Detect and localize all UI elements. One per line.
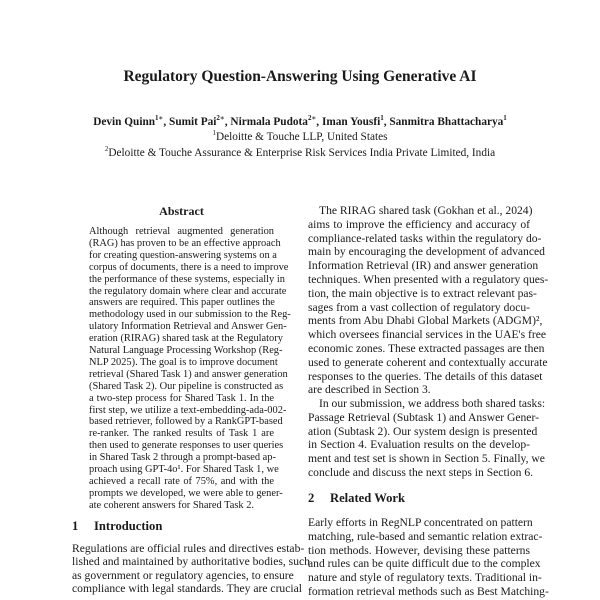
- author-name: Sumit Pai: [169, 115, 217, 128]
- text-line: used to generate coherent and contextually accurate: [308, 355, 548, 369]
- text-line: Although retrieval augmented generation: [89, 226, 274, 237]
- text-line: matching, rule-based and semantic relation extrac-: [308, 529, 543, 543]
- text-line: retrieval (Shared Task 1) and answer generation: [89, 368, 288, 380]
- affiliation-1: [0, 129, 600, 143]
- text-line: economic zones. These extracted passages are then: [308, 342, 545, 355]
- text-line: prompts we developed, we were able to gener-: [89, 487, 283, 499]
- section-number: 1: [72, 519, 79, 533]
- text-line: Early efforts in RegNLP concentrated on pattern: [308, 516, 533, 529]
- affiliation-marker: 1: [212, 129, 216, 137]
- abstract-heading: Abstract: [159, 204, 204, 218]
- text-line: as government or regulatory agencies, to ensure: [72, 568, 294, 582]
- text-line: in Section 4. Evaluation results on the develop-: [308, 438, 530, 452]
- text-line: methodology used in our submission to the Reg-: [89, 309, 291, 321]
- author-name: Nirmala Pudota: [230, 115, 308, 128]
- text-line: lished and maintained by authoritative bodies, such: [72, 555, 310, 569]
- text-line: a two-step process for Shared Task 1. In the: [89, 392, 274, 404]
- text-line: compliance with legal standards. They are crucial: [72, 582, 302, 596]
- text-line: Information Retrieval (IR) and answer generation: [308, 259, 539, 273]
- text-line: responses to the queries. The details of this dataset: [308, 369, 543, 383]
- author-affiliation-marker: 2∗: [216, 114, 225, 122]
- section-heading-introduction: [72, 519, 162, 534]
- text-line: the performance of these systems, especially in: [89, 273, 285, 285]
- author-affiliation-marker: 1: [380, 114, 384, 122]
- text-line: and rules can be quite difficult due to the complex: [308, 557, 541, 571]
- author-affiliation-marker: 2∗: [307, 114, 317, 122]
- text-line: aims to improve the efficiency and accuracy of: [308, 217, 530, 231]
- author-affiliation-marker: 1: [503, 114, 507, 122]
- text-line: for creating question-answering systems on a: [89, 249, 277, 261]
- text-line: re-ranker. The ranked results of Task 1 are: [89, 428, 274, 440]
- text-line: achieved a recall rate of 75%, and with the: [89, 475, 274, 487]
- text-line: the regulatory domain where clear and accurate: [89, 285, 287, 297]
- affiliation-marker: 2: [104, 145, 109, 153]
- text-line: Natural Language Processing Workshop (Reg-: [89, 345, 283, 356]
- text-line: main by encouraging the development of advanced: [308, 245, 545, 259]
- text-line: first step, we utilize a text-embedding-ada-002-: [89, 404, 287, 416]
- text-line: ate coherent answers for Shared Task 2.: [89, 499, 254, 511]
- text-line: conclude and discuss the next steps in Section 6.: [308, 466, 534, 479]
- text-line: then used to generate responses to user queries: [89, 440, 284, 452]
- affiliation-text: Deloitte & Touche Assurance & Enterprise Risk Services India Private Limited, India: [108, 146, 496, 159]
- text-line: based retriever, followed by a RankGPT-based: [89, 416, 283, 428]
- text-line: Regulations are official rules and directives estab-: [72, 542, 305, 555]
- text-line: ments from Abu Dhabi Global Markets (ADGM)²,: [308, 314, 543, 328]
- author-affiliation-marker: 1∗: [155, 114, 164, 122]
- author-name: Devin Quinn: [93, 115, 156, 128]
- text-line: NLP 2025). The goal is to improve document: [89, 356, 278, 368]
- text-line: formation retrieval methods such as Best Matching-: [308, 585, 549, 598]
- text-line: nature and style of regulatory texts. Traditional in-: [308, 571, 542, 585]
- text-line: The RIRAG shared task (Gokhan et al., 2024): [319, 204, 533, 217]
- section-heading-related-work: [308, 491, 405, 506]
- author-list: Devin Quinn$^{1∗}$, Sumit Pai$^{2∗}$, Nirmala Pudota$^{2∗}$, Iman Yousfi$^1$, Sanmitra Bhattacharya$^1$: [93, 114, 507, 128]
- text-line: are described in Section 3.: [308, 383, 431, 397]
- text-line: In our submission, we address both shared tasks:: [319, 397, 546, 410]
- text-line: tion methods. However, devising these patterns: [308, 543, 530, 557]
- text-line: proach using GPT-4o¹. For Shared Task 1, we: [89, 464, 279, 475]
- section-title: Related Work: [330, 491, 405, 505]
- author-name: Iman Yousfi: [321, 115, 381, 128]
- text-line: ment and test set is shown in Section 5. Finally, we: [308, 452, 545, 466]
- text-line: techniques. When presented with a regulatory ques-: [308, 273, 549, 286]
- affiliation-text: Deloitte & Touche LLP, United States: [215, 130, 388, 143]
- section-number: 2: [308, 491, 315, 505]
- text-line: ulatory Information Retrieval and Answer Gen-: [89, 321, 287, 333]
- text-line: sages from a vast collection of regulatory docu-: [308, 300, 530, 314]
- author-name: Sanmitra Bhattacharya: [389, 115, 504, 128]
- text-line: which oversees financial services in the UAE's free: [308, 328, 547, 342]
- text-line: Passage Retrieval (Subtask 1) and Answer Gener-: [308, 410, 539, 424]
- text-line: ation (Subtask 2). Our system design is presented: [308, 424, 538, 438]
- paper-title: Regulatory Question-Answering Using Generative AI: [123, 68, 477, 85]
- text-line: (RAG) has proven to be an effective approach: [89, 237, 281, 249]
- text-line: answers are required. This paper outlines the: [89, 297, 275, 309]
- text-line: eration (RIRAG) shared task at the Regulatory: [89, 333, 283, 345]
- text-line: corpus of documents, there is a need to improve: [89, 261, 289, 273]
- text-line: tion, the main objective is to extract relevant pas-: [308, 286, 537, 300]
- text-line: (Shared Task 2). Our pipeline is constructed as: [89, 380, 284, 392]
- text-line: in Shared Task 2 through a prompt-based ap-: [89, 452, 276, 464]
- affiliation-2: [0, 145, 600, 159]
- section-title: Introduction: [94, 519, 163, 533]
- text-line: compliance-related tasks within the regulatory do-: [308, 231, 542, 245]
